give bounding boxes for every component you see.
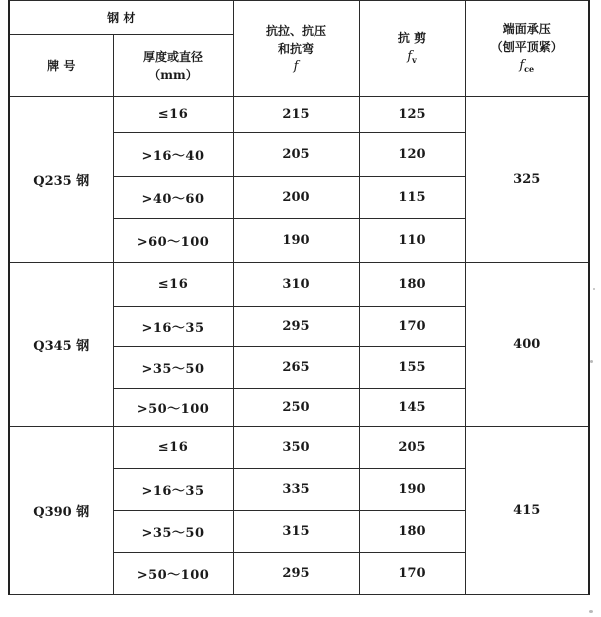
header-bearing-subscript: ce <box>524 63 535 74</box>
range-cell: >16～40 <box>113 133 233 177</box>
header-tension-line2: 和抗弯 <box>277 41 314 56</box>
header-bearing-symbol: f <box>519 57 525 73</box>
table-body <box>9 97 589 595</box>
header-bearing-symbol-wrap <box>466 56 589 78</box>
header-grade <box>9 35 113 97</box>
shear-cell: 145 <box>359 389 465 427</box>
tension-cell: 310 <box>233 263 359 307</box>
tension-cell: 350 <box>233 427 359 469</box>
header-thickness-label: 厚度或直径 <box>142 49 203 64</box>
range-cell: >50～100 <box>113 553 233 595</box>
range-cell: >35～50 <box>113 347 233 389</box>
shear-cell: 190 <box>359 469 465 511</box>
table-row <box>9 263 589 307</box>
tension-cell: 205 <box>233 133 359 177</box>
range-cell: ≤16 <box>113 427 233 469</box>
scan-speck <box>590 360 593 363</box>
shear-cell: 115 <box>359 177 465 219</box>
header-thickness <box>113 35 233 97</box>
shear-cell: 110 <box>359 219 465 263</box>
bearing-cell: 325 <box>465 97 589 263</box>
header-tension-line1: 抗拉、抗压 <box>265 23 326 38</box>
range-cell: ≤16 <box>113 263 233 307</box>
tension-cell: 215 <box>233 97 359 133</box>
scan-speck <box>589 610 593 613</box>
shear-cell: 125 <box>359 97 465 133</box>
tension-cell: 295 <box>233 553 359 595</box>
header-steel-label: 钢 材 <box>107 10 136 25</box>
table-row <box>9 97 589 133</box>
grade-cell: Q345 钢 <box>9 263 113 427</box>
shear-cell: 180 <box>359 511 465 553</box>
shear-cell: 120 <box>359 133 465 177</box>
header-steel <box>9 1 233 35</box>
range-cell: >16～35 <box>113 469 233 511</box>
header-tension-symbol: f <box>293 58 299 74</box>
header-shear-symbol-wrap <box>360 47 465 69</box>
scan-speck <box>593 288 595 290</box>
shear-cell: 205 <box>359 427 465 469</box>
steel-strength-table <box>8 0 590 595</box>
header-shear-label: 抗 剪 <box>397 30 427 45</box>
tension-cell: 335 <box>233 469 359 511</box>
header-thickness-unit: （mm） <box>148 67 198 82</box>
tension-cell: 190 <box>233 219 359 263</box>
header-bearing-line2: （刨平顶紧） <box>490 39 563 54</box>
range-cell: >60～100 <box>113 219 233 263</box>
grade-cell: Q390 钢 <box>9 427 113 595</box>
shear-cell: 170 <box>359 307 465 347</box>
range-cell: >50～100 <box>113 389 233 427</box>
shear-cell: 180 <box>359 263 465 307</box>
header-tension <box>233 1 359 97</box>
tension-cell: 315 <box>233 511 359 553</box>
shear-cell: 155 <box>359 347 465 389</box>
bearing-cell: 400 <box>465 263 589 427</box>
tension-cell: 295 <box>233 307 359 347</box>
header-shear <box>359 1 465 97</box>
range-cell: >35～50 <box>113 511 233 553</box>
tension-cell: 265 <box>233 347 359 389</box>
header-bearing-line1: 端面承压 <box>502 21 551 36</box>
range-cell: ≤16 <box>113 97 233 133</box>
header-grade-label: 牌 号 <box>47 58 76 73</box>
steel-strength-table-sheet <box>8 0 588 602</box>
header-shear-subscript: v <box>412 54 417 65</box>
bearing-cell: 415 <box>465 427 589 595</box>
shear-cell: 170 <box>359 553 465 595</box>
table-row <box>9 427 589 469</box>
range-cell: >16～35 <box>113 307 233 347</box>
grade-cell: Q235 钢 <box>9 97 113 263</box>
tension-cell: 250 <box>233 389 359 427</box>
header-bearing <box>465 1 589 97</box>
range-cell: >40～60 <box>113 177 233 219</box>
header-shear-symbol: f <box>407 48 413 64</box>
tension-cell: 200 <box>233 177 359 219</box>
